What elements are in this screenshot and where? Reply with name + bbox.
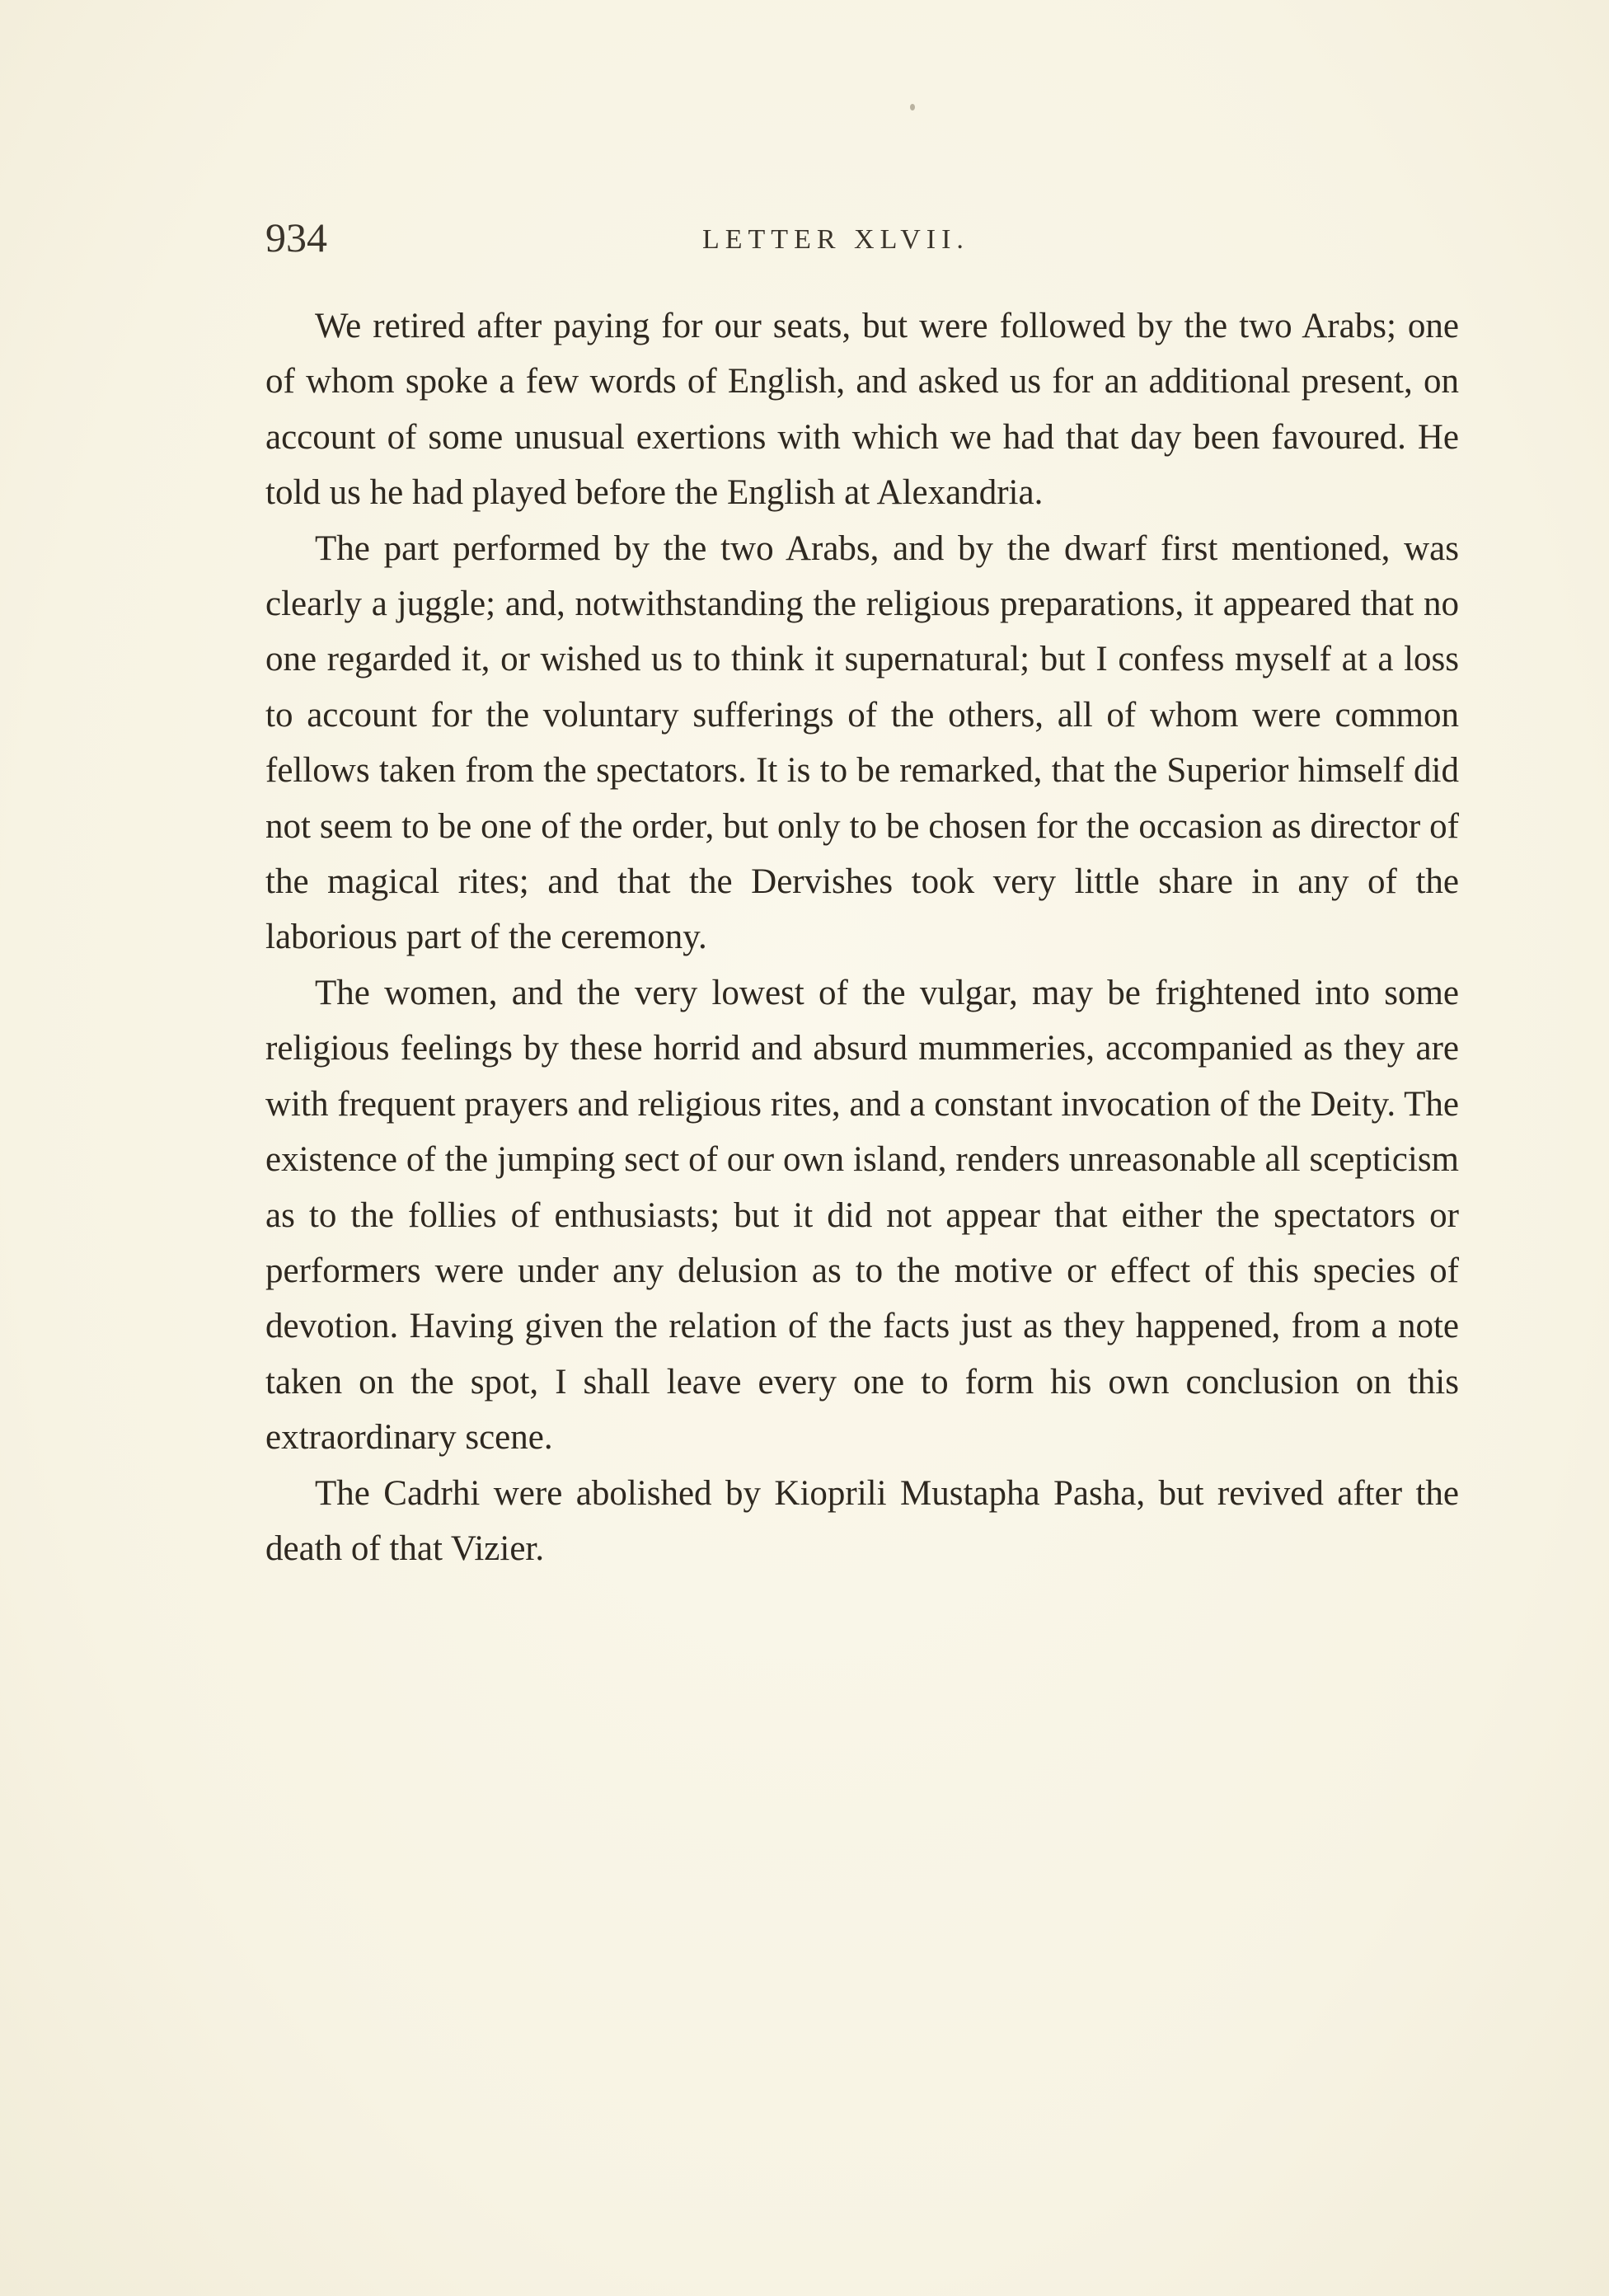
body-text [265,298,1459,1576]
page-number: 934 [265,214,327,261]
paragraph-4: The Cadrhi were abolished by Kioprili Mustapha Pasha, but revived after the death of that Vizier. [265,1473,1459,1568]
paper-speck [910,104,915,110]
running-head: LETTER XLVII. [702,224,969,255]
paragraph-3: The women, and the very lowest of the vulgar, may be frightened into some religious feelings by these horrid and absurd mummeries, accompanied as they are with frequent prayers and religious rites, and a constant invocation of the Deity. The existence of the jumping sect of our own island, renders unreasonable all scepticism as to the follies of enthusiasts; but it did not appear that either the spectators or performers were under any delusion as to the motive or effect of this species of devotion. Having given the relation of the facts just as they happened, from a note taken on the spot, I shall leave every one to form his own conclusion on this extraordinary scene. [265,973,1459,1458]
paragraph-1: We retired after paying for our seats, but were followed by the two Arabs; one of whom spoke a few words of English, and asked us for an additional present, on account of some unusual exertions with which we had that day been favoured. He told us he had played before the English at Alexandria. [265,307,1459,513]
page-header [265,213,1461,262]
paragraph-2: The part performed by the two Arabs, and by the dwarf first mentioned, was clearly a juggle; and, notwithstanding the religious preparations, it appeared that no one regarded it, or wished us to think it supernatural; but I confess myself at a loss to account for the voluntary sufferings of the others, all of whom were common fellows taken from the spectators. It is to be remarked, that the Superior himself did not seem to be one of the order, but only to be chosen for the occasion as director of the magical rites; and that the Dervishes took very little share in any of the laborious part of the ceremony. [265,528,1459,957]
